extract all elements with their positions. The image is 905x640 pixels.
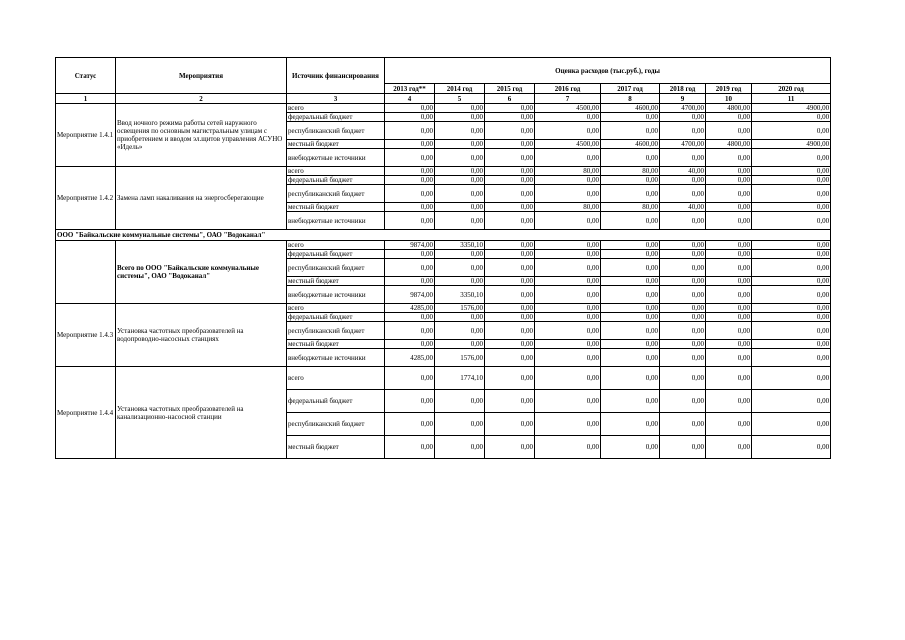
column-number: 4 bbox=[385, 94, 435, 104]
amount-cell: 0,00 bbox=[535, 241, 601, 250]
funding-source: всего bbox=[287, 167, 385, 176]
amount-cell: 0,00 bbox=[660, 286, 706, 304]
amount-cell: 0,00 bbox=[435, 250, 485, 259]
amount-cell: 0,00 bbox=[601, 313, 660, 322]
event-cell: Замена ламп накаливания на энергосберегающие bbox=[116, 167, 287, 230]
amount-cell: 0,00 bbox=[706, 241, 752, 250]
amount-cell: 0,00 bbox=[601, 149, 660, 167]
header-source: Источник финансирования bbox=[287, 58, 385, 94]
status-cell: Мероприятие 1.4.1 bbox=[56, 104, 116, 167]
amount-cell: 0,00 bbox=[752, 259, 831, 277]
amount-cell: 0,00 bbox=[385, 436, 435, 459]
amount-cell: 0,00 bbox=[752, 349, 831, 367]
funding-source: внебюджетные источники bbox=[287, 349, 385, 367]
amount-cell: 4600,00 bbox=[601, 104, 660, 113]
funding-source: федеральный бюджет bbox=[287, 176, 385, 185]
amount-cell: 1774,10 bbox=[435, 367, 485, 390]
amount-cell: 0,00 bbox=[706, 122, 752, 140]
column-number: 9 bbox=[660, 94, 706, 104]
amount-cell: 0,00 bbox=[706, 413, 752, 436]
amount-cell: 0,00 bbox=[485, 304, 535, 313]
amount-cell: 4700,00 bbox=[660, 104, 706, 113]
funding-source: республиканский бюджет bbox=[287, 322, 385, 340]
amount-cell: 0,00 bbox=[485, 212, 535, 230]
amount-cell: 0,00 bbox=[752, 286, 831, 304]
amount-cell: 0,00 bbox=[385, 122, 435, 140]
amount-cell: 0,00 bbox=[660, 185, 706, 203]
amount-cell: 0,00 bbox=[660, 413, 706, 436]
funding-source: всего bbox=[287, 104, 385, 113]
year-header: 2014 год bbox=[435, 84, 485, 94]
amount-cell: 0,00 bbox=[706, 367, 752, 390]
amount-cell: 0,00 bbox=[752, 167, 831, 176]
amount-cell: 0,00 bbox=[535, 259, 601, 277]
amount-cell: 0,00 bbox=[706, 436, 752, 459]
amount-cell: 0,00 bbox=[435, 104, 485, 113]
amount-cell: 0,00 bbox=[535, 349, 601, 367]
amount-cell: 0,00 bbox=[752, 367, 831, 390]
funding-source: местный бюджет bbox=[287, 203, 385, 212]
amount-cell: 0,00 bbox=[752, 122, 831, 140]
amount-cell: 0,00 bbox=[660, 259, 706, 277]
amount-cell: 0,00 bbox=[706, 322, 752, 340]
amount-cell: 0,00 bbox=[435, 413, 485, 436]
amount-cell: 0,00 bbox=[385, 277, 435, 286]
amount-cell: 0,00 bbox=[385, 104, 435, 113]
amount-cell: 0,00 bbox=[385, 322, 435, 340]
table-row bbox=[56, 304, 831, 313]
year-header: 2018 год bbox=[660, 84, 706, 94]
funding-source: республиканский бюджет bbox=[287, 122, 385, 140]
amount-cell: 0,00 bbox=[385, 203, 435, 212]
amount-cell: 0,00 bbox=[535, 250, 601, 259]
funding-source: местный бюджет bbox=[287, 277, 385, 286]
amount-cell: 0,00 bbox=[435, 436, 485, 459]
amount-cell: 0,00 bbox=[385, 167, 435, 176]
amount-cell: 0,00 bbox=[385, 367, 435, 390]
year-header: 2015 год bbox=[485, 84, 535, 94]
header-estimate: Оценка расходов (тыс.руб.), годы bbox=[385, 58, 831, 84]
amount-cell: 80,00 bbox=[535, 167, 601, 176]
amount-cell: 0,00 bbox=[435, 149, 485, 167]
expense-table bbox=[55, 57, 831, 459]
amount-cell: 0,00 bbox=[752, 203, 831, 212]
funding-source: республиканский бюджет bbox=[287, 185, 385, 203]
amount-cell: 0,00 bbox=[752, 436, 831, 459]
amount-cell: 4900,00 bbox=[752, 140, 831, 149]
event-cell: Ввод ночного режима работы сетей наружного освещения по основным магистральным улицам с приобретением и вводом эл.щитов управления АСУНО «Идель» bbox=[116, 104, 287, 167]
column-number: 7 bbox=[535, 94, 601, 104]
amount-cell: 0,00 bbox=[485, 203, 535, 212]
amount-cell: 0,00 bbox=[535, 277, 601, 286]
amount-cell: 0,00 bbox=[485, 436, 535, 459]
amount-cell: 0,00 bbox=[752, 313, 831, 322]
amount-cell: 0,00 bbox=[535, 176, 601, 185]
amount-cell: 0,00 bbox=[535, 304, 601, 313]
amount-cell: 0,00 bbox=[706, 313, 752, 322]
amount-cell: 0,00 bbox=[385, 176, 435, 185]
amount-cell: 0,00 bbox=[435, 322, 485, 340]
amount-cell: 0,00 bbox=[435, 390, 485, 413]
status-cell: Мероприятие 1.4.3 bbox=[56, 304, 116, 367]
section-row bbox=[56, 230, 831, 241]
amount-cell: 0,00 bbox=[485, 322, 535, 340]
amount-cell: 0,00 bbox=[752, 241, 831, 250]
table-row bbox=[56, 167, 831, 176]
amount-cell: 0,00 bbox=[385, 390, 435, 413]
amount-cell: 0,00 bbox=[752, 340, 831, 349]
amount-cell: 0,00 bbox=[601, 322, 660, 340]
amount-cell: 4800,00 bbox=[706, 104, 752, 113]
amount-cell: 0,00 bbox=[752, 277, 831, 286]
amount-cell: 0,00 bbox=[435, 277, 485, 286]
amount-cell: 0,00 bbox=[601, 241, 660, 250]
amount-cell: 0,00 bbox=[535, 313, 601, 322]
amount-cell: 0,00 bbox=[435, 185, 485, 203]
amount-cell: 0,00 bbox=[660, 304, 706, 313]
amount-cell: 0,00 bbox=[535, 413, 601, 436]
amount-cell: 0,00 bbox=[535, 286, 601, 304]
amount-cell: 0,00 bbox=[485, 140, 535, 149]
amount-cell: 0,00 bbox=[485, 149, 535, 167]
funding-source: республиканский бюджет bbox=[287, 259, 385, 277]
amount-cell: 9874,00 bbox=[385, 241, 435, 250]
amount-cell: 3350,10 bbox=[435, 286, 485, 304]
amount-cell: 0,00 bbox=[385, 113, 435, 122]
amount-cell: 0,00 bbox=[485, 413, 535, 436]
year-header: 2016 год bbox=[535, 84, 601, 94]
funding-source: федеральный бюджет bbox=[287, 250, 385, 259]
amount-cell: 0,00 bbox=[485, 250, 535, 259]
amount-cell: 0,00 bbox=[752, 176, 831, 185]
amount-cell: 0,00 bbox=[601, 304, 660, 313]
column-number: 8 bbox=[601, 94, 660, 104]
header-status: Статус bbox=[56, 58, 116, 94]
amount-cell: 0,00 bbox=[535, 185, 601, 203]
amount-cell: 4800,00 bbox=[706, 140, 752, 149]
amount-cell: 40,00 bbox=[660, 203, 706, 212]
amount-cell: 80,00 bbox=[601, 203, 660, 212]
amount-cell: 0,00 bbox=[706, 349, 752, 367]
amount-cell: 0,00 bbox=[660, 349, 706, 367]
amount-cell: 0,00 bbox=[435, 176, 485, 185]
amount-cell: 0,00 bbox=[660, 241, 706, 250]
amount-cell: 0,00 bbox=[535, 212, 601, 230]
funding-source: всего bbox=[287, 367, 385, 390]
amount-cell: 0,00 bbox=[601, 349, 660, 367]
amount-cell: 0,00 bbox=[660, 340, 706, 349]
header-events: Мероприятия bbox=[116, 58, 287, 94]
amount-cell: 0,00 bbox=[752, 304, 831, 313]
amount-cell: 0,00 bbox=[706, 340, 752, 349]
amount-cell: 0,00 bbox=[485, 176, 535, 185]
amount-cell: 0,00 bbox=[535, 149, 601, 167]
funding-source: федеральный бюджет bbox=[287, 113, 385, 122]
amount-cell: 0,00 bbox=[435, 140, 485, 149]
amount-cell: 0,00 bbox=[435, 212, 485, 230]
amount-cell: 4900,00 bbox=[752, 104, 831, 113]
amount-cell: 0,00 bbox=[660, 176, 706, 185]
amount-cell: 0,00 bbox=[752, 212, 831, 230]
amount-cell: 0,00 bbox=[385, 340, 435, 349]
column-number: 2 bbox=[116, 94, 287, 104]
amount-cell: 0,00 bbox=[660, 277, 706, 286]
amount-cell: 0,00 bbox=[601, 250, 660, 259]
amount-cell: 0,00 bbox=[660, 436, 706, 459]
amount-cell: 0,00 bbox=[535, 322, 601, 340]
amount-cell: 0,00 bbox=[435, 340, 485, 349]
amount-cell: 4285,00 bbox=[385, 304, 435, 313]
status-cell: Мероприятие 1.4.4 bbox=[56, 367, 116, 459]
amount-cell: 80,00 bbox=[601, 167, 660, 176]
amount-cell: 0,00 bbox=[660, 149, 706, 167]
amount-cell: 0,00 bbox=[485, 277, 535, 286]
amount-cell: 0,00 bbox=[485, 340, 535, 349]
amount-cell: 0,00 bbox=[706, 176, 752, 185]
amount-cell: 0,00 bbox=[752, 413, 831, 436]
amount-cell: 0,00 bbox=[535, 122, 601, 140]
funding-source: внебюджетные источники bbox=[287, 149, 385, 167]
amount-cell: 0,00 bbox=[485, 167, 535, 176]
amount-cell: 0,00 bbox=[601, 413, 660, 436]
funding-source: республиканский бюджет bbox=[287, 413, 385, 436]
amount-cell: 0,00 bbox=[535, 436, 601, 459]
amount-cell: 0,00 bbox=[485, 241, 535, 250]
amount-cell: 4600,00 bbox=[601, 140, 660, 149]
amount-cell: 0,00 bbox=[435, 259, 485, 277]
amount-cell: 4500,00 bbox=[535, 104, 601, 113]
amount-cell: 0,00 bbox=[660, 367, 706, 390]
amount-cell: 0,00 bbox=[535, 390, 601, 413]
amount-cell: 40,00 bbox=[660, 167, 706, 176]
amount-cell: 0,00 bbox=[435, 122, 485, 140]
funding-source: всего bbox=[287, 304, 385, 313]
amount-cell: 0,00 bbox=[385, 259, 435, 277]
amount-cell: 0,00 bbox=[535, 340, 601, 349]
amount-cell: 80,00 bbox=[535, 203, 601, 212]
amount-cell: 0,00 bbox=[601, 277, 660, 286]
amount-cell: 0,00 bbox=[660, 313, 706, 322]
table-row bbox=[56, 104, 831, 113]
amount-cell: 0,00 bbox=[660, 250, 706, 259]
amount-cell: 0,00 bbox=[485, 122, 535, 140]
funding-source: всего bbox=[287, 241, 385, 250]
amount-cell: 4700,00 bbox=[660, 140, 706, 149]
amount-cell: 0,00 bbox=[601, 113, 660, 122]
column-number: 1 bbox=[56, 94, 116, 104]
amount-cell: 0,00 bbox=[435, 203, 485, 212]
amount-cell: 4500,00 bbox=[535, 140, 601, 149]
status-cell: Мероприятие 1.4.2 bbox=[56, 167, 116, 230]
amount-cell: 0,00 bbox=[601, 259, 660, 277]
funding-source: местный бюджет bbox=[287, 140, 385, 149]
funding-source: местный бюджет bbox=[287, 340, 385, 349]
amount-cell: 0,00 bbox=[706, 277, 752, 286]
amount-cell: 0,00 bbox=[385, 250, 435, 259]
amount-cell: 0,00 bbox=[435, 313, 485, 322]
amount-cell: 0,00 bbox=[660, 390, 706, 413]
amount-cell: 0,00 bbox=[535, 113, 601, 122]
year-header: 2019 год bbox=[706, 84, 752, 94]
amount-cell: 0,00 bbox=[660, 122, 706, 140]
amount-cell: 0,00 bbox=[752, 113, 831, 122]
amount-cell: 0,00 bbox=[752, 250, 831, 259]
amount-cell: 0,00 bbox=[706, 185, 752, 203]
amount-cell: 0,00 bbox=[601, 212, 660, 230]
column-number: 11 bbox=[752, 94, 831, 104]
amount-cell: 0,00 bbox=[485, 113, 535, 122]
event-cell: Установка частотных преобразователей на канализационно-насосной станции bbox=[116, 367, 287, 459]
amount-cell: 0,00 bbox=[435, 113, 485, 122]
amount-cell: 0,00 bbox=[385, 413, 435, 436]
funding-source: внебюджетные источники bbox=[287, 286, 385, 304]
amount-cell: 0,00 bbox=[385, 140, 435, 149]
amount-cell: 0,00 bbox=[601, 286, 660, 304]
amount-cell: 0,00 bbox=[706, 390, 752, 413]
amount-cell: 1576,00 bbox=[435, 304, 485, 313]
table-row bbox=[56, 367, 831, 390]
amount-cell: 4285,00 bbox=[385, 349, 435, 367]
amount-cell: 0,00 bbox=[706, 259, 752, 277]
amount-cell: 0,00 bbox=[706, 286, 752, 304]
amount-cell: 0,00 bbox=[752, 185, 831, 203]
amount-cell: 0,00 bbox=[485, 390, 535, 413]
amount-cell: 0,00 bbox=[601, 436, 660, 459]
amount-cell: 0,00 bbox=[385, 149, 435, 167]
amount-cell: 0,00 bbox=[752, 149, 831, 167]
year-header: 2020 год bbox=[752, 84, 831, 94]
amount-cell: 0,00 bbox=[485, 349, 535, 367]
amount-cell: 0,00 bbox=[660, 322, 706, 340]
amount-cell: 0,00 bbox=[706, 250, 752, 259]
funding-source: внебюджетные источники bbox=[287, 212, 385, 230]
table-row bbox=[56, 241, 831, 250]
amount-cell: 0,00 bbox=[601, 122, 660, 140]
amount-cell: 0,00 bbox=[660, 212, 706, 230]
amount-cell: 0,00 bbox=[485, 313, 535, 322]
expense-table-page bbox=[55, 57, 831, 459]
column-number: 10 bbox=[706, 94, 752, 104]
amount-cell: 0,00 bbox=[385, 212, 435, 230]
amount-cell: 1576,00 bbox=[435, 349, 485, 367]
amount-cell: 0,00 bbox=[752, 322, 831, 340]
amount-cell: 0,00 bbox=[660, 113, 706, 122]
year-header: 2013 год** bbox=[385, 84, 435, 94]
amount-cell: 0,00 bbox=[485, 259, 535, 277]
amount-cell: 0,00 bbox=[485, 367, 535, 390]
funding-source: федеральный бюджет bbox=[287, 390, 385, 413]
amount-cell: 0,00 bbox=[706, 304, 752, 313]
amount-cell: 0,00 bbox=[385, 313, 435, 322]
amount-cell: 0,00 bbox=[752, 390, 831, 413]
amount-cell: 0,00 bbox=[601, 340, 660, 349]
funding-source: федеральный бюджет bbox=[287, 313, 385, 322]
event-cell: Всего по ООО "Байкальские коммунальные системы", ОАО "Водоканал" bbox=[116, 241, 287, 304]
amount-cell: 0,00 bbox=[535, 367, 601, 390]
event-cell: Установка частотных преобразователей на водопроводно-насосных станциях bbox=[116, 304, 287, 367]
funding-source: местный бюджет bbox=[287, 436, 385, 459]
amount-cell: 0,00 bbox=[706, 149, 752, 167]
amount-cell: 0,00 bbox=[385, 185, 435, 203]
amount-cell: 0,00 bbox=[601, 367, 660, 390]
amount-cell: 0,00 bbox=[601, 390, 660, 413]
column-number: 6 bbox=[485, 94, 535, 104]
amount-cell: 0,00 bbox=[706, 113, 752, 122]
status-cell bbox=[56, 241, 116, 304]
amount-cell: 0,00 bbox=[435, 167, 485, 176]
amount-cell: 0,00 bbox=[706, 203, 752, 212]
amount-cell: 9874,00 bbox=[385, 286, 435, 304]
column-number: 5 bbox=[435, 94, 485, 104]
amount-cell: 0,00 bbox=[706, 212, 752, 230]
amount-cell: 0,00 bbox=[601, 185, 660, 203]
amount-cell: 0,00 bbox=[706, 167, 752, 176]
amount-cell: 0,00 bbox=[485, 185, 535, 203]
amount-cell: 0,00 bbox=[601, 176, 660, 185]
column-number: 3 bbox=[287, 94, 385, 104]
amount-cell: 0,00 bbox=[485, 104, 535, 113]
section-title: ООО "Байкальские коммунальные системы", ОАО "Водоканал" bbox=[56, 230, 831, 241]
amount-cell: 3350,10 bbox=[435, 241, 485, 250]
amount-cell: 0,00 bbox=[485, 286, 535, 304]
year-header: 2017 год bbox=[601, 84, 660, 94]
